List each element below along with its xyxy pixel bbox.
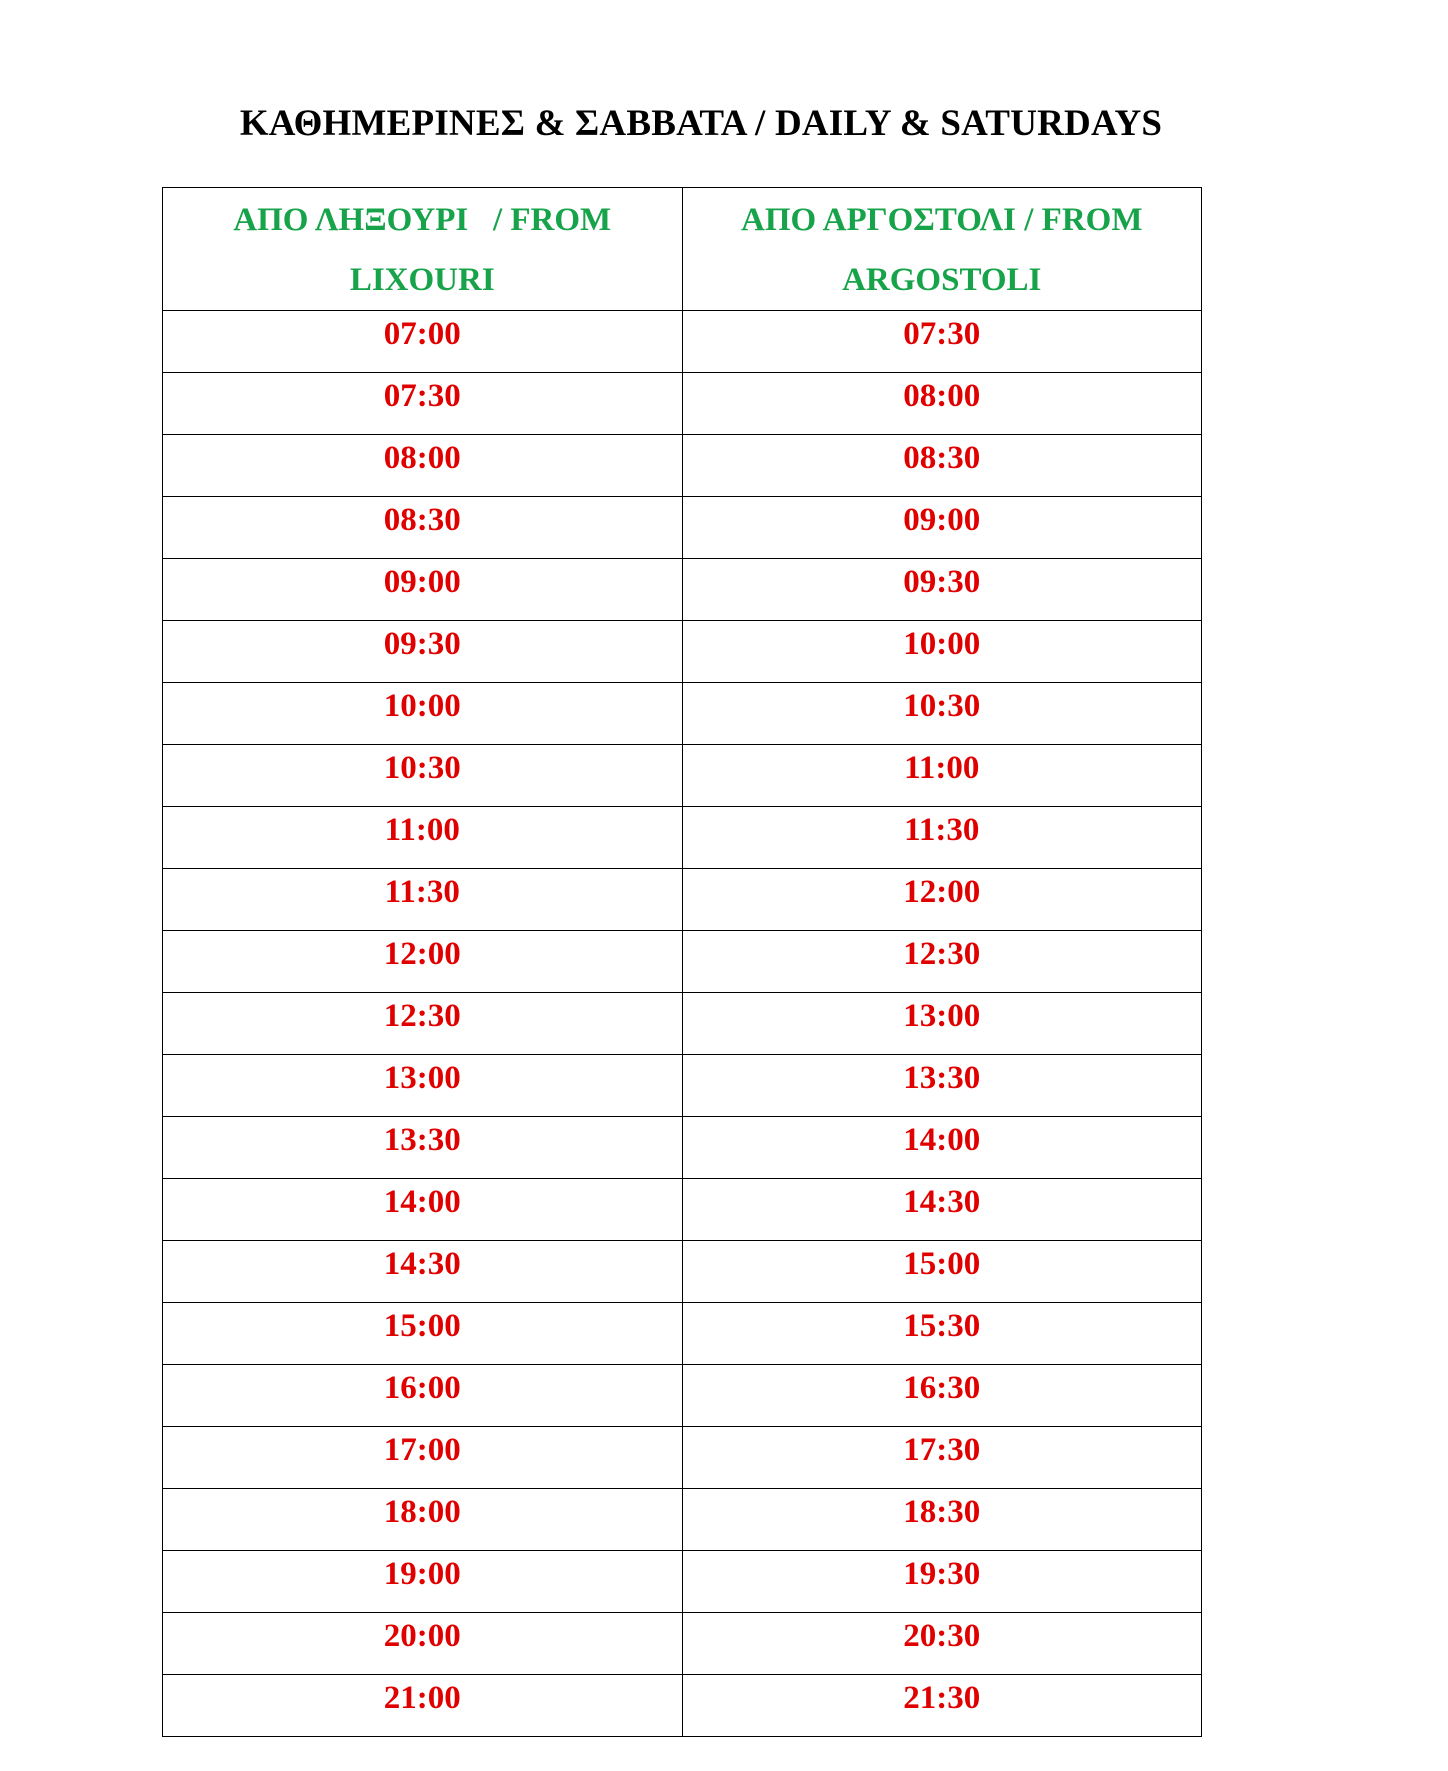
table-row [163, 745, 1202, 807]
header-from-lixouri [163, 188, 683, 311]
table-row [163, 993, 1202, 1055]
table-row [163, 869, 1202, 931]
table-row [163, 373, 1202, 435]
time-from-lixouri: 21:00 [163, 1675, 683, 1737]
time-from-argostoli: 15:30 [682, 1303, 1202, 1365]
time-from-lixouri: 10:30 [163, 745, 683, 807]
header-from-argostoli [682, 188, 1202, 311]
schedule-body [163, 311, 1202, 1737]
time-from-lixouri: 17:00 [163, 1427, 683, 1489]
time-from-argostoli: 19:30 [682, 1551, 1202, 1613]
time-from-argostoli: 09:00 [682, 497, 1202, 559]
time-from-lixouri: 11:00 [163, 807, 683, 869]
time-from-argostoli: 07:30 [682, 311, 1202, 373]
header-line: LIXOURI [349, 262, 495, 298]
table-row [163, 435, 1202, 497]
table-row [163, 1303, 1202, 1365]
time-from-lixouri: 16:00 [163, 1365, 683, 1427]
time-from-lixouri: 11:30 [163, 869, 683, 931]
time-from-lixouri: 07:00 [163, 311, 683, 373]
time-from-argostoli: 08:30 [682, 435, 1202, 497]
time-from-argostoli: 15:00 [682, 1241, 1202, 1303]
time-from-lixouri: 15:00 [163, 1303, 683, 1365]
table-row [163, 621, 1202, 683]
table-row [163, 1427, 1202, 1489]
time-from-argostoli: 13:30 [682, 1055, 1202, 1117]
time-from-lixouri: 13:30 [163, 1117, 683, 1179]
time-from-argostoli: 12:00 [682, 869, 1202, 931]
time-from-argostoli: 10:00 [682, 621, 1202, 683]
time-from-argostoli: 14:30 [682, 1179, 1202, 1241]
table-row [163, 1489, 1202, 1551]
time-from-lixouri: 19:00 [163, 1551, 683, 1613]
time-from-argostoli: 20:30 [682, 1613, 1202, 1675]
time-from-argostoli: 13:00 [682, 993, 1202, 1055]
time-from-argostoli: 11:00 [682, 745, 1202, 807]
time-from-argostoli: 12:30 [682, 931, 1202, 993]
table-row [163, 1613, 1202, 1675]
table-row [163, 1365, 1202, 1427]
table-row [163, 1551, 1202, 1613]
time-from-lixouri: 08:00 [163, 435, 683, 497]
time-from-lixouri: 07:30 [163, 373, 683, 435]
table-row [163, 931, 1202, 993]
table-row [163, 1055, 1202, 1117]
time-from-argostoli: 14:00 [682, 1117, 1202, 1179]
table-row [163, 1675, 1202, 1737]
time-from-lixouri: 14:30 [163, 1241, 683, 1303]
time-from-argostoli: 17:30 [682, 1427, 1202, 1489]
table-row [163, 807, 1202, 869]
schedule-table [162, 187, 1202, 1737]
time-from-argostoli: 10:30 [682, 683, 1202, 745]
time-from-argostoli: 18:30 [682, 1489, 1202, 1551]
time-from-argostoli: 21:30 [682, 1675, 1202, 1737]
time-from-argostoli: 08:00 [682, 373, 1202, 435]
table-row [163, 1241, 1202, 1303]
time-from-lixouri: 18:00 [163, 1489, 683, 1551]
time-from-lixouri: 12:30 [163, 993, 683, 1055]
time-from-argostoli: 16:30 [682, 1365, 1202, 1427]
table-row [163, 1179, 1202, 1241]
table-row [163, 497, 1202, 559]
time-from-argostoli: 09:30 [682, 559, 1202, 621]
page-title: ΚΑΘΗΜΕΡΙΝΕΣ & ΣΑΒΒΑΤΑ / DAILY & SATURDAYS [239, 103, 1163, 144]
time-from-lixouri: 08:30 [163, 497, 683, 559]
table-row [163, 311, 1202, 373]
table-row [163, 1117, 1202, 1179]
time-from-lixouri: 09:00 [163, 559, 683, 621]
table-row [163, 559, 1202, 621]
time-from-lixouri: 10:00 [163, 683, 683, 745]
time-from-lixouri: 09:30 [163, 621, 683, 683]
time-from-lixouri: 12:00 [163, 931, 683, 993]
header-line: ARGOSTOLI [842, 262, 1042, 298]
header-line: ΑΠΟ ΑΡΓΟΣΤΟΛΙ / FROM [741, 202, 1143, 238]
time-from-argostoli: 11:30 [682, 807, 1202, 869]
time-from-lixouri: 20:00 [163, 1613, 683, 1675]
time-from-lixouri: 13:00 [163, 1055, 683, 1117]
time-from-lixouri: 14:00 [163, 1179, 683, 1241]
table-header-row [163, 188, 1202, 311]
table-row [163, 683, 1202, 745]
header-line: ΑΠΟ ΛΗΞΟΥΡΙ / FROM [233, 202, 612, 238]
